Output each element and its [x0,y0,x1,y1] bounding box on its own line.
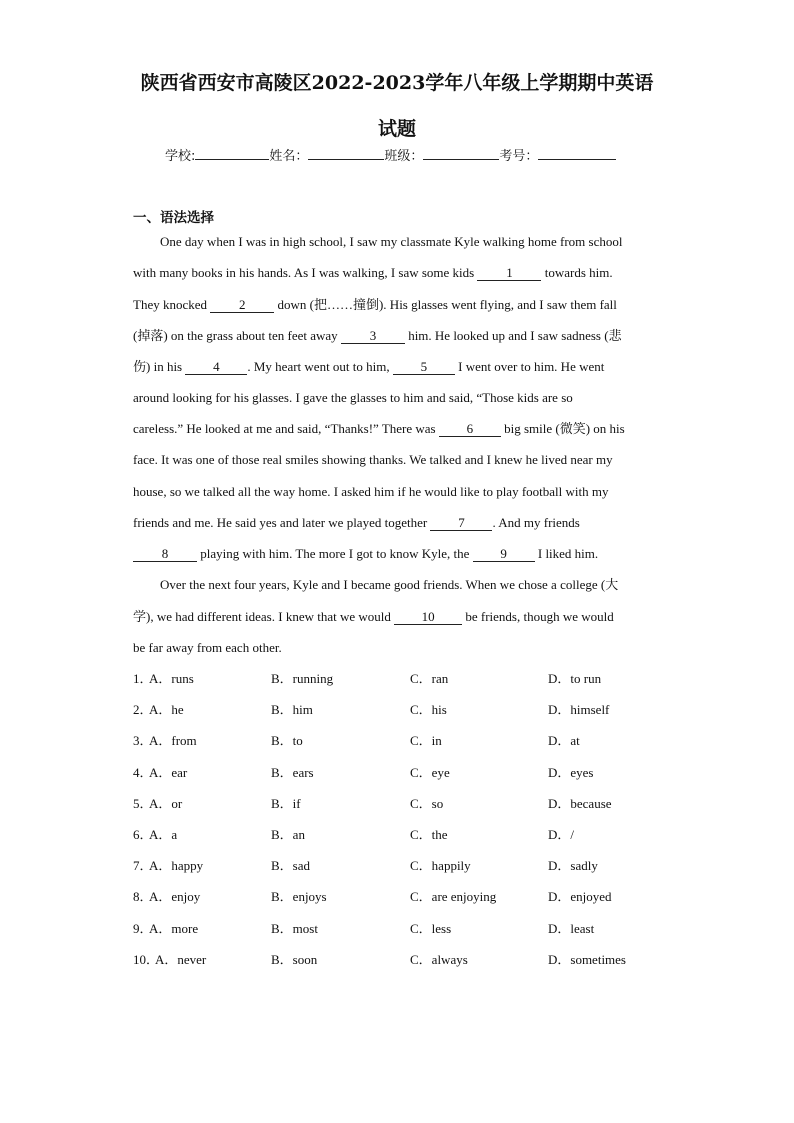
option-b[interactable]: B．running [271,671,334,686]
passage-line [133,515,663,531]
option-c[interactable]: C．his [410,702,447,717]
option-d[interactable]: D．sadly [548,858,598,873]
option-c[interactable]: C．in [410,733,442,748]
question-row [133,671,693,687]
passage-line: around looking for his glasses. I gave the glasses to him and said, “Those kids are so [133,390,573,405]
question-number: 6． [133,827,153,842]
passage-text: playing with him. The more I got to know Kyle, the [197,546,473,561]
passage-line: be far away from each other. [133,640,282,655]
number-label: 考号： [499,149,539,164]
passage-line [133,609,663,625]
option-a[interactable]: A．never [155,952,207,967]
option-d[interactable]: D．sometimes [548,952,626,967]
passage-line: Over the next four years, Kyle and I became good friends. When we chose a college (大 [160,577,619,592]
passage-text: . My heart went out to him, [247,359,393,374]
passage-text: . And my friends [492,515,580,530]
passage-text: towards him. [541,265,613,280]
passage-text: I liked him. [534,546,599,561]
option-d[interactable]: D．least [548,921,595,936]
blank-7[interactable]: 7 [430,516,492,531]
blank-3[interactable]: 3 [341,329,405,344]
question-number: 5． [133,796,153,811]
option-b[interactable]: B．sad [271,858,311,873]
question-row [133,827,693,843]
option-a[interactable]: A．happy [149,858,204,873]
passage-text: him. He looked up and I saw sadness (悲 [404,328,622,343]
option-c[interactable]: C．so [410,796,444,811]
question-row [133,702,693,718]
passage-line [133,297,663,313]
passage-text: I went over to him. He went [454,359,605,374]
option-a[interactable]: A．or [149,796,183,811]
page-title-continued: 试题 [377,118,416,140]
option-a[interactable]: A．from [149,733,197,748]
blank-6[interactable]: 6 [439,422,501,437]
blank-1[interactable]: 1 [477,266,541,281]
question-number: 1． [133,671,153,686]
option-d[interactable]: D．to run [548,671,602,686]
option-c[interactable]: C．ran [410,671,449,686]
student-info-row [165,145,616,164]
question-row [133,765,693,781]
name-label: 姓名： [269,149,309,164]
passage-text: 学), we had different ideas. I knew that we would [133,609,395,624]
option-c[interactable]: C．eye [410,765,450,780]
blank-10[interactable]: 10 [394,610,462,625]
question-number: 9． [133,921,153,936]
option-a[interactable]: A．runs [149,671,194,686]
option-b[interactable]: B．soon [271,952,318,967]
option-b[interactable]: B．to [271,733,303,748]
blank-9[interactable]: 9 [473,547,535,562]
passage-text: big smile (微笑) on his [500,421,625,436]
option-c[interactable]: C．the [410,827,448,842]
question-row [133,952,693,968]
passage-text: careless.” He looked at me and said, “Thanks!” There was [133,421,439,436]
blank-5[interactable]: 5 [393,360,455,375]
passage-line [133,546,663,562]
question-row [133,858,693,874]
question-number: 7． [133,858,153,873]
option-b[interactable]: B．if [271,796,301,811]
option-a[interactable]: A．a [149,827,178,842]
option-d[interactable]: D．/ [548,827,575,842]
passage-line [133,359,663,375]
passage-line [133,328,663,344]
option-b[interactable]: B．most [271,921,318,936]
class-blank[interactable] [423,146,499,160]
passage-line: face. It was one of those real smiles showing thanks. We talked and I knew he lived near my [133,452,613,467]
number-blank[interactable] [538,146,616,160]
option-d[interactable]: D．because [548,796,612,811]
class-label: 班级： [384,149,424,164]
option-a[interactable]: A．more [149,921,199,936]
option-a[interactable]: A．enjoy [149,889,201,904]
question-number: 8． [133,889,153,904]
passage-text: 伤) in his [133,359,186,374]
passage-line [133,265,663,281]
question-number: 4． [133,765,153,780]
question-row [133,889,693,905]
option-d[interactable]: D．himself [548,702,610,717]
passage-text: be friends, though we would [462,609,614,624]
passage-text: friends and me. He said yes and later we played together [133,515,431,530]
name-blank[interactable] [308,146,384,160]
question-row [133,733,693,749]
option-c[interactable]: C．always [410,952,468,967]
passage-line: house, so we talked all the way home. I asked him if he would like to play football with my [133,484,609,499]
page-title: 陕西省西安市高陵区2022-2023学年八年级上学期期中英语 [140,72,654,94]
blank-4[interactable]: 4 [185,360,247,375]
option-d[interactable]: D．at [548,733,580,748]
option-a[interactable]: A．ear [149,765,188,780]
question-number: 10． [133,952,160,967]
option-d[interactable]: D．eyes [548,765,594,780]
school-blank[interactable] [195,146,269,160]
passage-text: down (把……撞倒). His glasses went flying, and I saw them fall [274,297,617,312]
school-label: 学校: [165,149,196,164]
blank-8[interactable]: 8 [133,547,197,562]
passage-text: with many books in his hands. As I was walking, I saw some kids [133,265,478,280]
question-number: 2． [133,702,153,717]
option-b[interactable]: B．enjoys [271,889,327,904]
option-a[interactable]: A．he [149,702,184,717]
passage-text: (掉落) on the grass about ten feet away [133,328,341,343]
passage-line [133,421,663,437]
option-c[interactable]: C．less [410,921,452,936]
option-c[interactable]: C．are enjoying [410,889,497,904]
option-b[interactable]: B．an [271,827,305,842]
blank-2[interactable]: 2 [210,298,274,313]
option-b[interactable]: B．ears [271,765,314,780]
option-c[interactable]: C．happily [410,858,471,873]
question-number: 3． [133,733,153,748]
passage-text: They knocked [133,297,211,312]
section-title: 一、语法选择 [133,210,214,226]
passage-line: One day when I was in high school, I saw my classmate Kyle walking home from school [160,234,623,249]
question-row [133,796,693,812]
option-b[interactable]: B．him [271,702,313,717]
option-d[interactable]: D．enjoyed [548,889,612,904]
question-row [133,921,693,937]
